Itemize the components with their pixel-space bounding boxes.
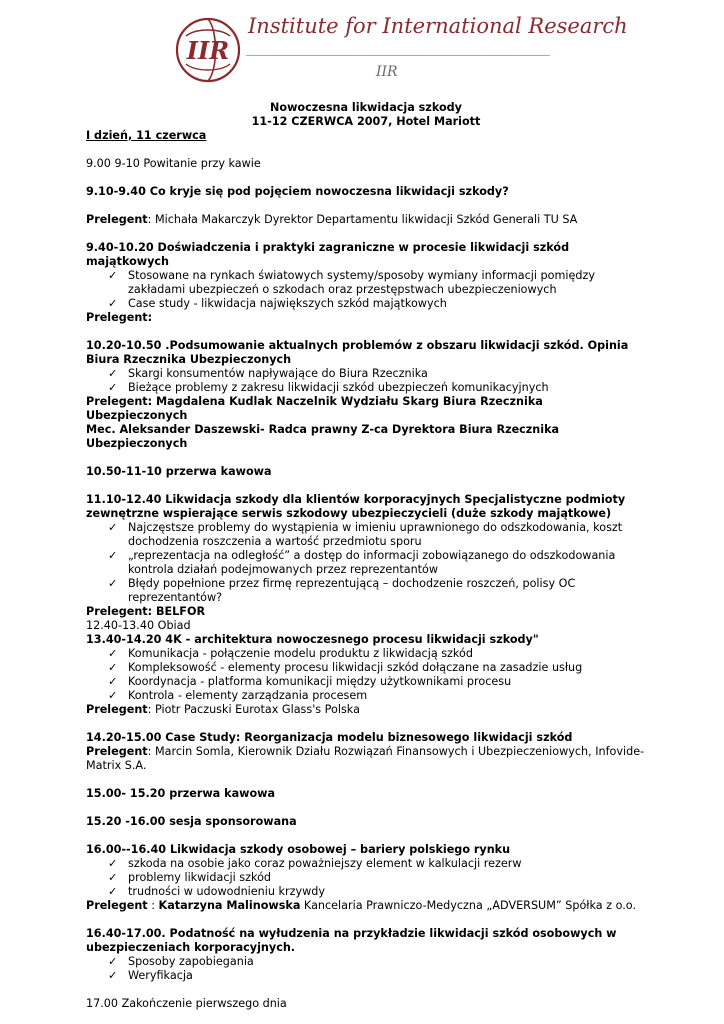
- agenda-bullet: [86, 969, 646, 983]
- bullet-text: Błędy popełnione przez firmę reprezentującą – dochodzenie roszczeń, polisy OC reprezentantów?: [128, 577, 576, 604]
- bullet-text: Kontrola - elementy zarządzania procesem: [128, 689, 368, 702]
- checkmark-icon: ✓: [108, 857, 118, 870]
- checkmark-icon: ✓: [108, 871, 118, 884]
- bullet-text: Kompleksowość - elementy procesu likwidacji szkód dołączane na zasadzie usług: [128, 661, 583, 674]
- speaker-line: [86, 703, 646, 717]
- session-title: 9.40-10.20 Doświadczenia i praktyki zagraniczne w procesie likwidacji szkód majątkowych: [86, 241, 570, 268]
- bullet-text: Sposoby zapobiegania: [128, 955, 254, 968]
- header-divider: [246, 55, 550, 56]
- day-closing: 17.00 Zakończenie pierwszego dnia: [86, 997, 287, 1010]
- speaker-line: Prelegent: Magdalena Kudlak Naczelnik Wydziału Skarg Biura Rzecznika Ubezpieczonych: [86, 395, 543, 422]
- speaker-name: Katarzyna Malinowska: [158, 899, 301, 912]
- speaker-line: [86, 745, 646, 773]
- logo-letters: IIR: [186, 36, 230, 65]
- agenda-bullet: [86, 647, 646, 661]
- bullet-text: szkoda na osobie jako coraz poważniejszy element w kalkulacji rezerw: [128, 857, 522, 870]
- bullet-text: „reprezentacja na odległość” a dostęp do informacji zobowiązanego do odszkodowania kontrola działań podejmowanych przez reprezentantów: [128, 549, 616, 576]
- speaker-text: : Michała Makarczyk Dyrektor Departamentu likwidacji Szkód Generali TU SA: [147, 213, 578, 226]
- bullet-text: Bieżące problemy z zakresu likwidacji szkód ubezpieczeń komunikacyjnych: [128, 381, 549, 394]
- speaker-label: Prelegent: [86, 745, 148, 758]
- speaker-line: [86, 899, 646, 913]
- speaker-line: Prelegent: BELFOR: [86, 605, 206, 618]
- agenda-bullet: [86, 885, 646, 899]
- break-line: 10.50-11-10 przerwa kawowa: [86, 465, 272, 478]
- agenda-document: [86, 101, 646, 1011]
- checkmark-icon: ✓: [108, 297, 118, 310]
- bullet-text: Najczęstsze problemy do wystąpienia w imieniu uprawnionego do odszkodowania, koszt dochodzenia roszczenia a wartość przedmiotu sporu: [128, 521, 623, 548]
- bullet-text: Case study - likwidacja największych szkód majątkowych: [128, 297, 447, 310]
- bullet-text: problemy likwidacji szkód: [128, 871, 272, 884]
- agenda-bullet: [86, 297, 646, 311]
- checkmark-icon: ✓: [108, 577, 118, 590]
- speaker-label: Prelegent: [86, 703, 148, 716]
- bullet-text: trudności w udowodnieniu krzywdy: [128, 885, 325, 898]
- institute-name: Institute for International Research: [248, 14, 628, 38]
- bullet-text: Koordynacja - platforma komunikacji między użytkownikami procesu: [128, 675, 512, 688]
- agenda-bullet: [86, 549, 646, 577]
- checkmark-icon: ✓: [108, 521, 118, 534]
- agenda-bullet: [86, 955, 646, 969]
- agenda-bullet: [86, 871, 646, 885]
- sponsored-session: 15.20 -16.00 sesja sponsorowana: [86, 815, 297, 828]
- checkmark-icon: ✓: [108, 367, 118, 380]
- speaker-separator: :: [147, 899, 159, 912]
- checkmark-icon: ✓: [108, 675, 118, 688]
- speaker-label: Prelegent: [86, 899, 148, 912]
- session-title: 16.40-17.00. Podatność na wyłudzenia na przykładzie likwidacji szkód osobowych w ubezpieczeniach korporacyjnych.: [86, 927, 617, 954]
- checkmark-icon: ✓: [108, 661, 118, 674]
- session-title: 11.10-12.40 Likwidacja szkody dla klientów korporacyjnych Specjalistyczne podmioty zewnętrzne wspierające serwis szkodowy ubezpieczycieli (duże szkody majątkowe): [86, 493, 626, 520]
- bullet-text: Stosowane na rynkach światowych systemy/sposoby wymiany informacji pomiędzy zakładami ubezpieczeń o szkodach oraz przestępstwach ubezpieczeniowych: [128, 269, 595, 296]
- speaker-line: Mec. Aleksander Daszewski- Radca prawny Z-ca Dyrektora Biura Rzecznika Ubezpieczonych: [86, 423, 560, 450]
- agenda-bullet: [86, 577, 646, 605]
- institute-abbreviation: IIR: [376, 64, 398, 80]
- agenda-bullet: [86, 689, 646, 703]
- speaker-text: : Piotr Paczuski Eurotax Glass's Polska: [147, 703, 360, 716]
- speaker-text: : Marcin Somla, Kierownik Działu Rozwiązań Finansowych i Ubezpieczeniowych, Infovide-Matrix S.A.: [86, 745, 645, 772]
- iir-logo-icon: [174, 16, 242, 84]
- day-heading: I dzień, 11 czerwca: [86, 129, 207, 142]
- break-line: 15.00- 15.20 przerwa kawowa: [86, 787, 276, 800]
- checkmark-icon: ✓: [108, 269, 118, 282]
- checkmark-icon: ✓: [108, 647, 118, 660]
- session-title: 10.20-10.50 .Podsumowanie aktualnych problemów z obszaru likwidacji szkód. Opinia Biura Rzecznika Ubezpieczonych: [86, 339, 629, 366]
- agenda-bullet: [86, 381, 646, 395]
- session-title: 9.10-9.40 Co kryje się pod pojęciem nowoczesna likwidacji szkody?: [86, 185, 509, 198]
- bullet-text: Skargi konsumentów napływające do Biura Rzecznika: [128, 367, 428, 380]
- session-title: 16.00--16.40 Likwidacja szkody osobowej – bariery polskiego rynku: [86, 843, 511, 856]
- session-welcome: 9.00 9-10 Powitanie przy kawie: [86, 157, 261, 170]
- lunch-line: 12.40-13.40 Obiad: [86, 619, 191, 632]
- speaker-line: [86, 213, 646, 227]
- bullet-text: Weryfikacja: [128, 969, 193, 982]
- checkmark-icon: ✓: [108, 955, 118, 968]
- checkmark-icon: ✓: [108, 885, 118, 898]
- speaker-line: Prelegent:: [86, 311, 153, 324]
- session-title: 14.20-15.00 Case Study: Reorganizacja modelu biznesowego likwidacji szkód: [86, 731, 573, 744]
- speaker-text: Kancelaria Prawniczo-Medyczna „ADVERSUM” Spółka z o.o.: [300, 899, 637, 912]
- agenda-bullet: [86, 521, 646, 549]
- agenda-bullet: [86, 269, 646, 297]
- checkmark-icon: ✓: [108, 381, 118, 394]
- document-date-venue: 11-12 CZERWCA 2007, Hotel Mariott: [251, 115, 481, 128]
- checkmark-icon: ✓: [108, 689, 118, 702]
- agenda-bullet: [86, 661, 646, 675]
- agenda-bullet: [86, 857, 646, 871]
- agenda-bullet: [86, 367, 646, 381]
- agenda-bullet: [86, 675, 646, 689]
- session-title: 13.40-14.20 4K - architektura nowoczesnego procesu likwidacji szkody": [86, 633, 539, 646]
- speaker-label: Prelegent: [86, 213, 148, 226]
- letterhead: [0, 0, 724, 100]
- checkmark-icon: ✓: [108, 969, 118, 982]
- document-title: Nowoczesna likwidacja szkody: [270, 101, 462, 114]
- checkmark-icon: ✓: [108, 549, 118, 562]
- bullet-text: Komunikacja - połączenie modelu produktu z likwidacją szkód: [128, 647, 473, 660]
